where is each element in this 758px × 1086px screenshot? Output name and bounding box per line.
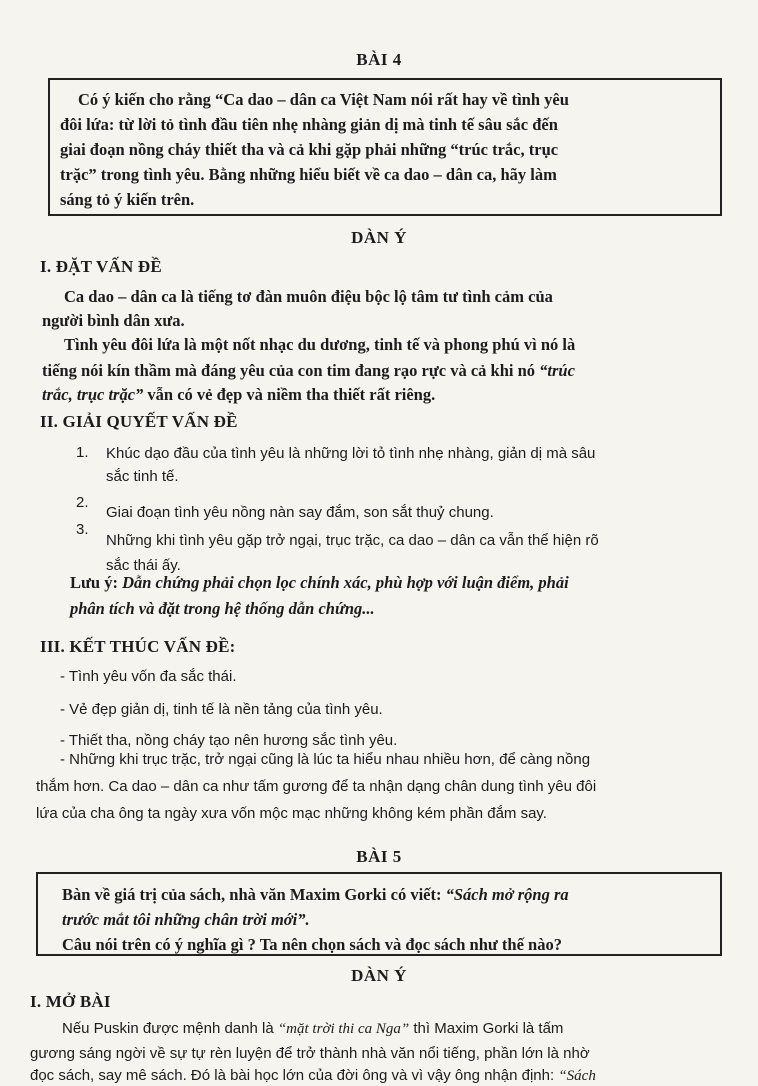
note-label: Lưu ý:	[70, 573, 118, 592]
paragraph-line: Tình yêu đôi lứa là một nốt nhạc du dương, tinh tế và phong phú vì nó là	[64, 335, 576, 354]
list-item: Khúc dạo đầu của tình yêu là những lời tỏ tình nhẹ nhàng, giản dị mà sâu	[106, 445, 596, 462]
list-item: sắc thái ấy.	[106, 557, 181, 574]
outline-title: DÀN Ý	[351, 228, 407, 247]
paragraph-line	[42, 358, 742, 384]
exercise-5-title: BÀI 5	[356, 847, 402, 866]
section-heading: III. KẾT THÚC VẤN ĐỀ:	[40, 637, 236, 656]
prompt-line: Có ý kiến cho rằng “Ca dao – dân ca Việt Nam nói rất hay về tình yêu	[78, 90, 569, 109]
bullet-item: - Vẻ đẹp giản dị, tinh tế là nền tảng của tình yêu.	[60, 701, 383, 718]
prompt-line: trặc” trong tình yêu. Bằng những hiểu biết về ca dao – dân ca, hãy làm	[60, 165, 557, 184]
paragraph-line	[42, 382, 722, 408]
list-number: 3.	[76, 521, 89, 538]
prompt-quote: “Sách mở rộng ra	[445, 885, 569, 904]
quote-span: “trúc	[539, 361, 575, 380]
quote-span: “mặt trời thi ca Nga”	[277, 1021, 410, 1037]
list-number: 2.	[76, 494, 89, 511]
paragraph-line	[30, 1064, 730, 1086]
section-heading: II. GIẢI QUYẾT VẤN ĐỀ	[40, 412, 238, 431]
text-span: tiếng nói kín thầm mà đáng yêu của con tim đang rạo rực và cả khi nó	[42, 361, 536, 380]
note-line: phân tích và đặt trong hệ thống dẫn chứng...	[70, 599, 375, 618]
bullet-item: - Những khi trục trặc, trở ngại cũng là lúc ta hiểu nhau nhiều hơn, để càng nồng	[60, 751, 591, 768]
note-line	[70, 570, 730, 596]
paragraph-line: Ca dao – dân ca là tiếng tơ đàn muôn điệu bộc lộ tâm tư tình cảm của	[64, 287, 553, 306]
exercise-4-title: BÀI 4	[356, 50, 402, 69]
paragraph-line	[62, 1017, 742, 1041]
quote-span: “Sách	[558, 1068, 596, 1084]
section-heading: I. MỞ BÀI	[30, 992, 111, 1011]
list-item: sắc tinh tế.	[106, 468, 179, 485]
prompt-line: đôi lứa: từ lời tỏ tình đầu tiên nhẹ nhàng giản dị mà tinh tế sâu sắc đến	[60, 115, 558, 134]
paragraph-line: người bình dân xưa.	[42, 311, 185, 330]
list-number: 1.	[76, 444, 89, 461]
outline-title: DÀN Ý	[351, 966, 407, 985]
bullet-item: - Tình yêu vốn đa sắc thái.	[60, 668, 237, 685]
prompt-span: Bàn về giá trị của sách, nhà văn Maxim Gorki có viết:	[62, 885, 442, 904]
list-item: Những khi tình yêu gặp trở ngại, trục trặc, ca dao – dân ca vẫn thể hiện rõ	[106, 532, 599, 549]
list-item: Giai đoạn tình yêu nồng nàn say đắm, son sắt thuỷ chung.	[106, 504, 494, 521]
section-heading: I. ĐẶT VẤN ĐỀ	[40, 257, 162, 276]
prompt-line: trước mắt tôi những chân trời mới”.	[62, 910, 310, 929]
exercise-4-prompt-box	[48, 78, 722, 216]
paragraph-line: gương sáng ngời về sự tự rèn luyện để trở thành nhà văn nổi tiếng, phần lớn là nhờ	[30, 1045, 590, 1062]
bullet-item: lứa của cha ông ta ngày xưa vốn mộc mạc những không kém phần đắm say.	[36, 805, 547, 822]
text-span: thì Maxim Gorki là tấm	[413, 1020, 564, 1037]
bullet-item: - Thiết tha, nồng cháy tạo nên hương sắc tình yêu.	[60, 732, 398, 749]
text-span: vẫn có vẻ đẹp và niềm tha thiết rất riêng.	[147, 385, 436, 404]
bullet-item: thắm hơn. Ca dao – dân ca như tấm gương để ta nhận dạng chân dung tình yêu đôi	[36, 778, 597, 795]
prompt-line: giai đoạn nồng cháy thiết tha và cả khi gặp phải những “trúc trắc, trục	[60, 140, 559, 159]
text-span: Nếu Puskin được mệnh danh là	[62, 1020, 274, 1037]
prompt-line: Câu nói trên có ý nghĩa gì ? Ta nên chọn sách và đọc sách như thế nào?	[62, 935, 562, 954]
text-span: đọc sách, say mê sách. Đó là bài học lớn của đời ông và vì vậy ông nhận định:	[30, 1067, 555, 1084]
note-text: Dẫn chứng phải chọn lọc chính xác, phù hợp với luận điểm, phải	[122, 573, 569, 592]
exercise-5-prompt-box	[36, 872, 722, 956]
prompt-line: sáng tỏ ý kiến trên.	[60, 190, 195, 209]
quote-span: trắc, trục trặc”	[42, 385, 144, 404]
